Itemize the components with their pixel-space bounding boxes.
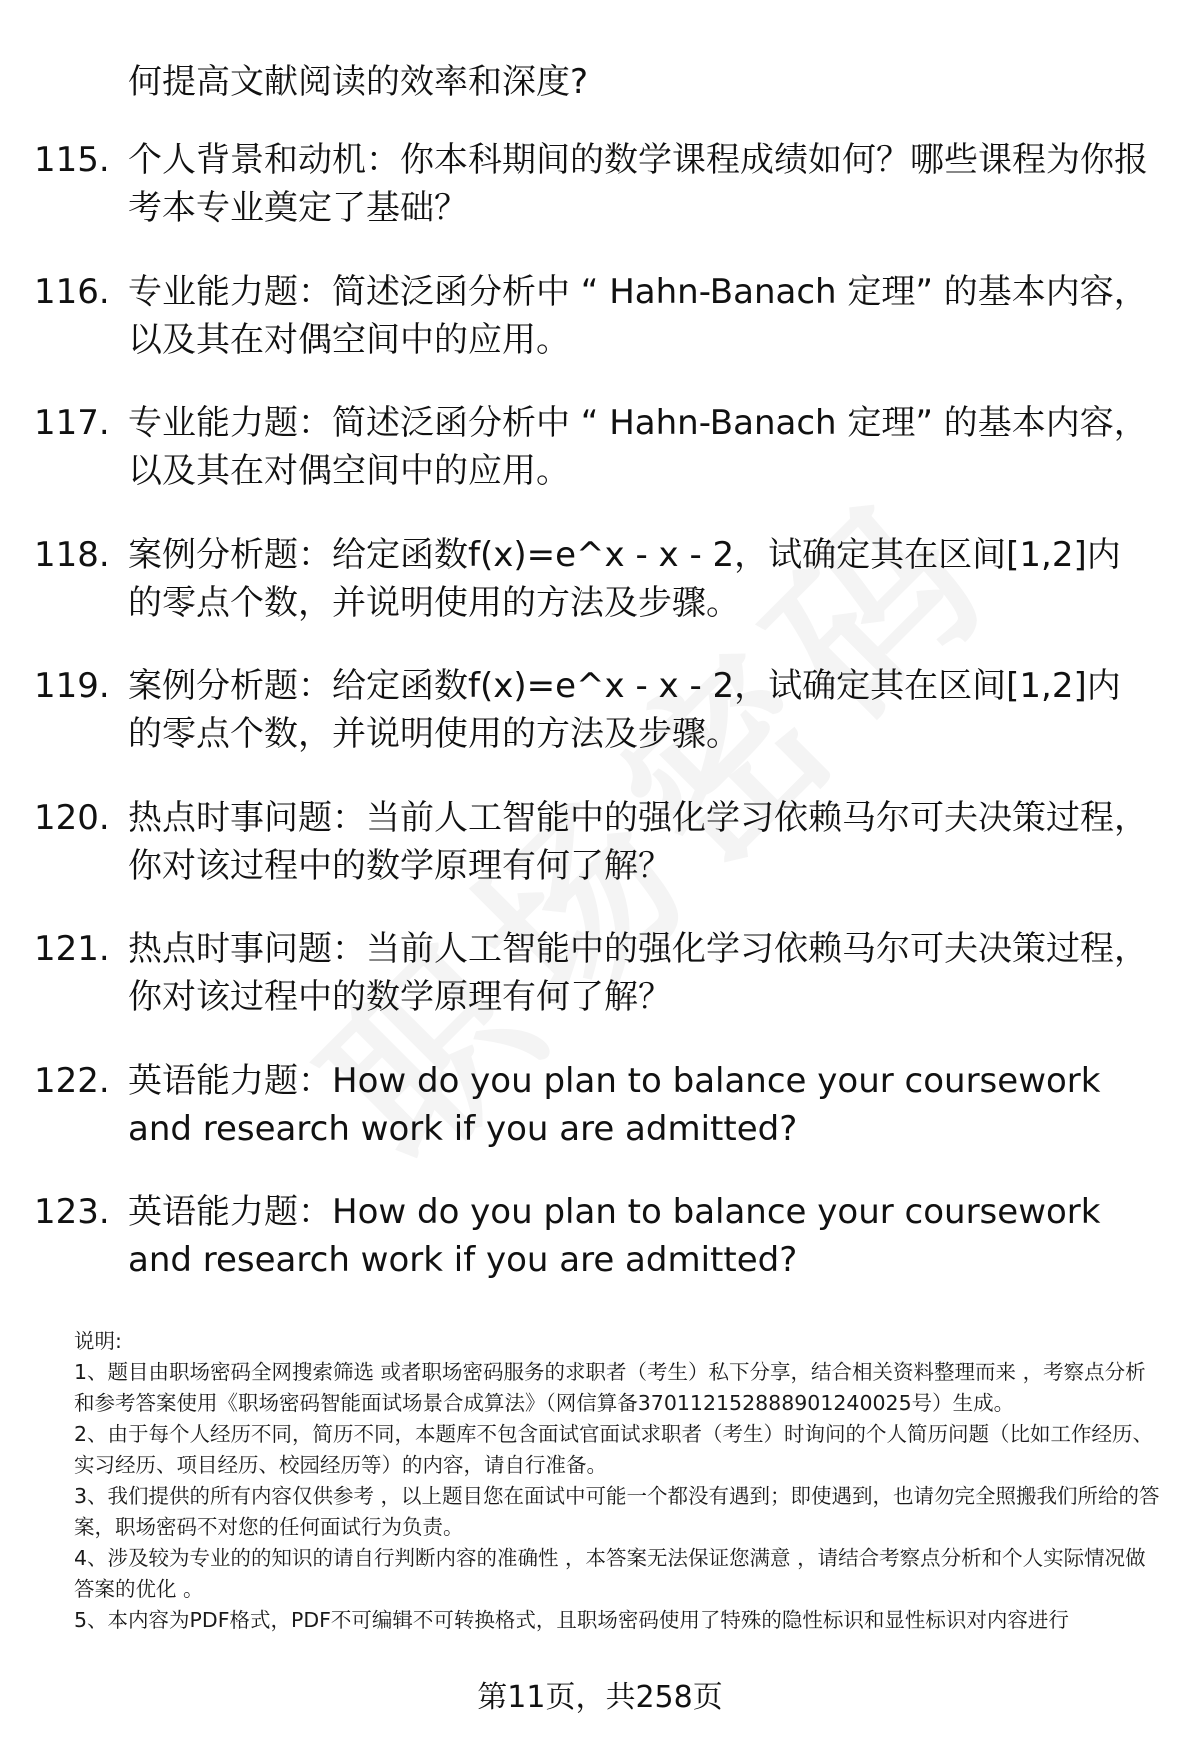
question-number: 122. — [34, 1060, 110, 1101]
question-text: 案例分析题：给定函数f(x)=e^x - x - 2，试确定其在区间[1,2]内的零点个数，并说明使用的方法及步骤。 — [128, 666, 1121, 754]
page-number-footer: 第11页，共258页 — [477, 1680, 723, 1715]
question-item — [0, 1188, 1200, 1320]
question-item — [0, 1057, 1200, 1189]
note-item: 2、由于每个人经历不同，简历不同，本题库不包含面试官面试求职者（考生）时询问的个人简历问题（比如工作经历、实习经历、项目经历、校园经历等）的内容，请自行准备。 — [74, 1422, 1154, 1477]
question-number: 117. — [34, 403, 110, 443]
question-number: 120. — [34, 797, 110, 838]
note-item: 1、题目由职场密码全网搜索筛选 或者职场密码服务的求职者（考生）私下分享，结合相关资料整理而来 ，考察点分析和参考答案使用《职场密码智能面试场景合成算法》（网信算备370112152888901240025号）生成。 — [74, 1360, 1146, 1415]
question-item — [0, 399, 1200, 531]
question-list — [0, 136, 1200, 1320]
question-item — [0, 925, 1200, 1057]
question-item — [0, 268, 1200, 400]
question-item — [0, 794, 1200, 926]
question-text: 热点时事问题：当前人工智能中的强化学习依赖马尔可夫决策过程，你对该过程中的数学原理有何了解？ — [128, 929, 1148, 1017]
question-text: 英语能力题：How do you plan to balance your coursework and research work if you are admitted? — [128, 1192, 1101, 1280]
question-item — [0, 531, 1200, 663]
question-number: 119. — [34, 666, 110, 706]
question-item — [0, 662, 1200, 794]
continued-question-text: 何提高文献阅读的效率和深度? — [128, 62, 589, 102]
question-number: 123. — [34, 1192, 110, 1232]
question-text: 个人背景和动机：你本科期间的数学课程成绩如何？哪些课程为你报考本专业奠定了基础？ — [128, 140, 1148, 228]
question-text: 专业能力题：简述泛函分析中 “ Hahn-Banach 定理” 的基本内容，以及其在对偶空间中的应用。 — [128, 271, 1148, 360]
question-text: 热点时事问题：当前人工智能中的强化学习依赖马尔可夫决策过程，你对该过程中的数学原理有何了解？ — [128, 797, 1148, 886]
note-item: 4、涉及较为专业的的知识的请自行判断内容的准确性 ，本答案无法保证您满意 ，请结合考察点分析和个人实际情况做答案的优化 。 — [74, 1546, 1146, 1601]
notes-heading: 说明: — [74, 1329, 122, 1353]
question-text: 英语能力题：How do you plan to balance your coursework and research work if you are admitted? — [128, 1060, 1101, 1149]
question-number: 115. — [34, 140, 110, 180]
question-number: 116. — [34, 271, 110, 312]
question-number: 118. — [34, 534, 110, 575]
question-item — [0, 136, 1200, 268]
question-text: 案例分析题：给定函数f(x)=e^x - x - 2，试确定其在区间[1,2]内的零点个数，并说明使用的方法及步骤。 — [128, 534, 1121, 623]
question-number: 121. — [34, 929, 110, 969]
disclaimer-notes — [74, 1326, 1160, 1636]
note-item: 3、我们提供的所有内容仅供参考 ，以上题目您在面试中可能一个都没有遇到；即使遇到，也请勿完全照搬我们所给的答案，职场密码不对您的任何面试行为负责。 — [74, 1484, 1160, 1539]
note-item: 5、本内容为PDF格式，PDF不可编辑不可转换格式，且职场密码使用了特殊的隐性标识和显性标识对内容进行 — [74, 1608, 1069, 1632]
question-text: 专业能力题：简述泛函分析中 “ Hahn-Banach 定理” 的基本内容，以及其在对偶空间中的应用。 — [128, 403, 1148, 491]
